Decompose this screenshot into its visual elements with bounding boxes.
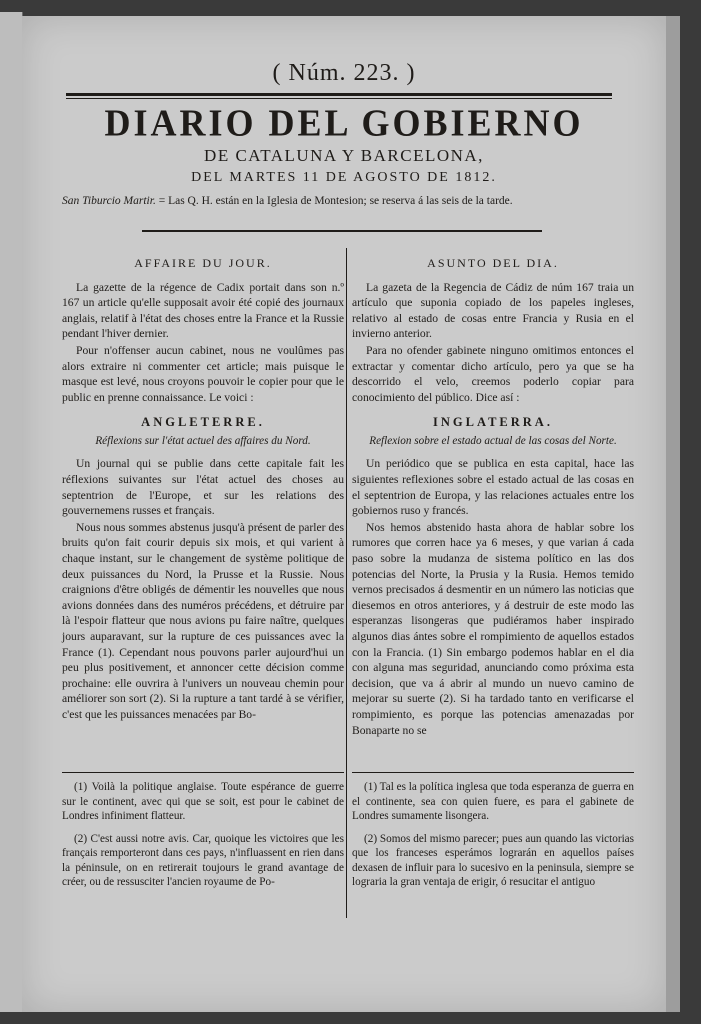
french-body-1: Un journal qui se publie dans cette capitale fait les réflexions suivantes sur l'état actuel des choses au septentrion de l'Europe, et sur les relations des gouvernemens russes et français.: [62, 457, 344, 518]
page-edge-right: [666, 16, 680, 1012]
spanish-footnote-2: (2) Somos del mismo parecer; pues aun quando las victorias que los franceses esperámos lograrán en aquellos países dexasen de influir para lo sucesivo en la peninsula, siempre se lograria la gran ventaja de erigir, ó resucitar el antiguo: [352, 832, 634, 888]
french-footnote-2: (2) C'est aussi notre avis. Car, quoique les victoires que les français remporteront dans ces pays, n'influassent en rien dans la péninsule, on en retirerait toujours le grand avantage de créer, ou de ressusciter l'ancien royaume de Po-: [62, 832, 344, 888]
newspaper-page: [22, 16, 666, 1012]
dateline: DEL MARTES 11 DE AGOSTO DE 1812.: [191, 170, 497, 185]
spanish-column: [352, 250, 634, 739]
daily-notice: [62, 194, 632, 208]
spanish-footnotes: [352, 780, 634, 898]
spanish-intro-2: Para no ofender gabinete ninguno omitimos entonces el extractar y comentar dicho artículo, pero ya que se ha descorrido el velo, creemos poderlo copiar para conocimiento del público. Dice así :: [352, 343, 634, 404]
spanish-section-subtitle: Reflexion sobre el estado actual de las cosas del Norte.: [369, 434, 617, 447]
french-section-subtitle: Réflexions sur l'état actuel des affaires du Nord.: [95, 434, 311, 447]
french-body-2: Nous nous sommes abstenus jusqu'à présent de parler des bruits qu'on fait courir depuis six mois, et qui varient à chaque instant, sur le changement de système politique de deux puissances du Nord, la Prusse et la Russie. Nous craignions d'être obligés de démentir les nouvelles que nous avions données dans des numéros précédens, et détruire par là l'espoir flatteur que nous avions pu faire naître, quelques jours auparavant, sur la rupture de ces puissances avec la France (1). Cependant nous pouvons parler aujourd'hui un peu plus positivement, et annoncer cette décision comme prochaine: elle ouvrira à l'univers un nouveau chemin pour améliorer son sort (2). Si la rupture a tant tardé à se vérifier, c'est que les puissances menacées par Bo-: [62, 520, 344, 721]
spanish-footnote-1: (1) Tal es la política inglesa que toda esperanza de guerra en el continente, sea con quien fuere, es para el gabinete de Londres sumamente lisongera.: [352, 781, 634, 822]
french-heading: AFFAIRE DU JOUR.: [134, 256, 272, 270]
spanish-body-2: Nos hemos abstenido hasta ahora de hablar sobre los rumores que corren hace ya 6 meses, y que varian á cada paso sobre la mudanza de sistema político en las dos potencias del Norte, la Prusia y la Rusia. Hemos temido vernos precisados á desmentir en un número las noticias que diesemos en otros anteriores, y á destruir de este modo las esperanzas lisongeras que pudiéramos haber inspirado algunos dias ántes sobre el rompimiento de aquellos estados con la Francia. (1) Sin embargo podemos hablar en el dia con alguna mas seguridad, anunciando como próxima esta decision, que va á abrir al mundo un nuevo camino de mejorar su suerte (2). Si ha tardado tanto en verificarse el rompimiento, es porque las potencias amenazadas por Bonaparte no se: [352, 520, 634, 737]
spanish-heading: ASUNTO DEL DIA.: [427, 256, 559, 270]
french-footnote-rule: [62, 772, 344, 773]
masthead-rule-top: [66, 93, 612, 96]
issue-number: ( Núm. 223. ): [272, 60, 416, 86]
masthead-rule-bottom: [142, 230, 542, 232]
french-intro-1: La gazette de la régence de Cadix portait dans son n.º 167 un article qu'elle supposait avoir été copié des journaux anglais, relatif à l'état des choses entre la France et la Russie pendant l'hiver dernier.: [62, 280, 344, 341]
spanish-footnote-rule: [352, 772, 634, 773]
french-intro-2: Pour n'offenser aucun cabinet, nous ne voulûmes pas alors extraire ni commenter cet article; mais puisque le masque est levé, nous croyons pouvoir le copier pour que le public en prenne connaissance. Le voici :: [62, 343, 344, 404]
spanish-section-heading: INGLATERRA.: [433, 415, 553, 430]
newspaper-subtitle: DE CATALUNA Y BARCELONA,: [204, 146, 484, 165]
newspaper-title: DIARIO DEL GOBIERNO: [104, 102, 584, 144]
masthead-rule-top-thin: [66, 98, 612, 99]
spanish-body-1: Un periódico que se publica en esta capital, hace las siguientes reflexiones sobre el estado actual de las cosas en el septentrion de Europa, y las relaciones actuales entre los gobiernos ruso y francés.: [352, 457, 634, 518]
french-section-heading: ANGLETERRE.: [141, 415, 265, 430]
notice-text: = Las Q. H. están en la Iglesia de Montesion; se reserva á las seis de la tarde.: [155, 195, 513, 207]
french-column: [62, 250, 344, 724]
french-footnotes: [62, 780, 344, 898]
saint-of-day: San Tiburcio Martir.: [62, 195, 156, 207]
french-footnote-1: (1) Voilà la politique anglaise. Toute espérance de guerre sur le continent, avec qui que se soit, est pour le cabinet de Londres infiniment flatteur.: [62, 781, 344, 822]
spanish-intro-1: La gazeta de la Regencia de Cádiz de núm 167 traia un artículo que suponia copiado de los papeles ingleses, relativo al estado de cosas entre Francia y Rusia en el invierno anterior.: [352, 280, 634, 341]
previous-page-edge: [0, 12, 23, 1012]
column-divider: [346, 248, 347, 918]
